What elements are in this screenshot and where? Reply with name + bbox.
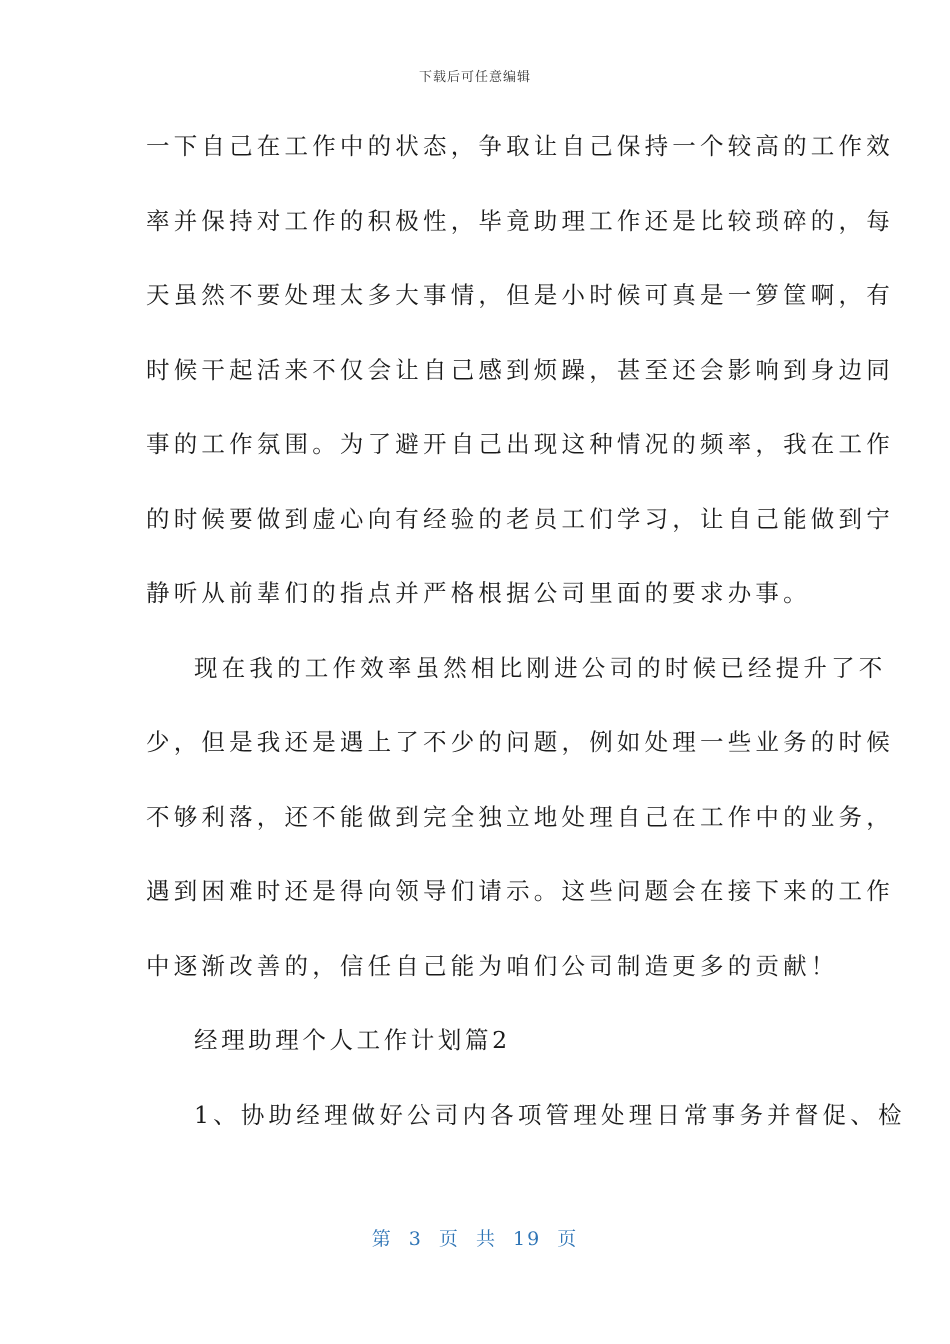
body-line: 中逐渐改善的，信任自己能为咱们公司制造更多的贡献！: [146, 951, 839, 980]
body-line: 率并保持对工作的积极性，毕竟助理工作还是比较琐碎的，每: [146, 206, 894, 235]
body-line: 遇到困难时还是得向领导们请示。这些问题会在接下来的工作: [146, 877, 894, 905]
body-line: 一下自己在工作中的状态，争取让自己保持一个较高的工作效: [146, 132, 894, 160]
body-line: 事的工作氛围。为了避开自己出现这种情况的频率，我在工作: [146, 430, 894, 458]
body-line: 静听从前辈们的指点并严格根据公司里面的要求办事。: [146, 579, 811, 607]
body-line: 天虽然不要处理太多大事情，但是小时候可真是一箩筐啊，有: [146, 281, 894, 309]
body-line: 不够利落，还不能做到完全独立地处理自己在工作中的业务，: [146, 802, 894, 831]
body-line: 少，但是我还是遇上了不少的问题，例如处理一些业务的时候: [146, 728, 894, 756]
body-line: 时候干起活来不仅会让自己感到烦躁，甚至还会影响到身边同: [146, 355, 894, 384]
section-heading: 经理助理个人工作计划篇2: [194, 1026, 511, 1054]
page-number-footer: 第 3 页 共 19 页: [371, 1228, 579, 1250]
paragraph-start-line: 现在我的工作效率虽然相比刚进公司的时候已经提升了不: [194, 653, 887, 682]
body-line: 的时候要做到虚心向有经验的老员工们学习，让自己能做到宁: [146, 504, 894, 533]
list-item-line: 1、协助经理做好公司内各项管理处理日常事务并督促、检: [194, 1100, 906, 1129]
page-header: 下载后可任意编辑: [418, 70, 531, 85]
document-body: [146, 124, 906, 1167]
